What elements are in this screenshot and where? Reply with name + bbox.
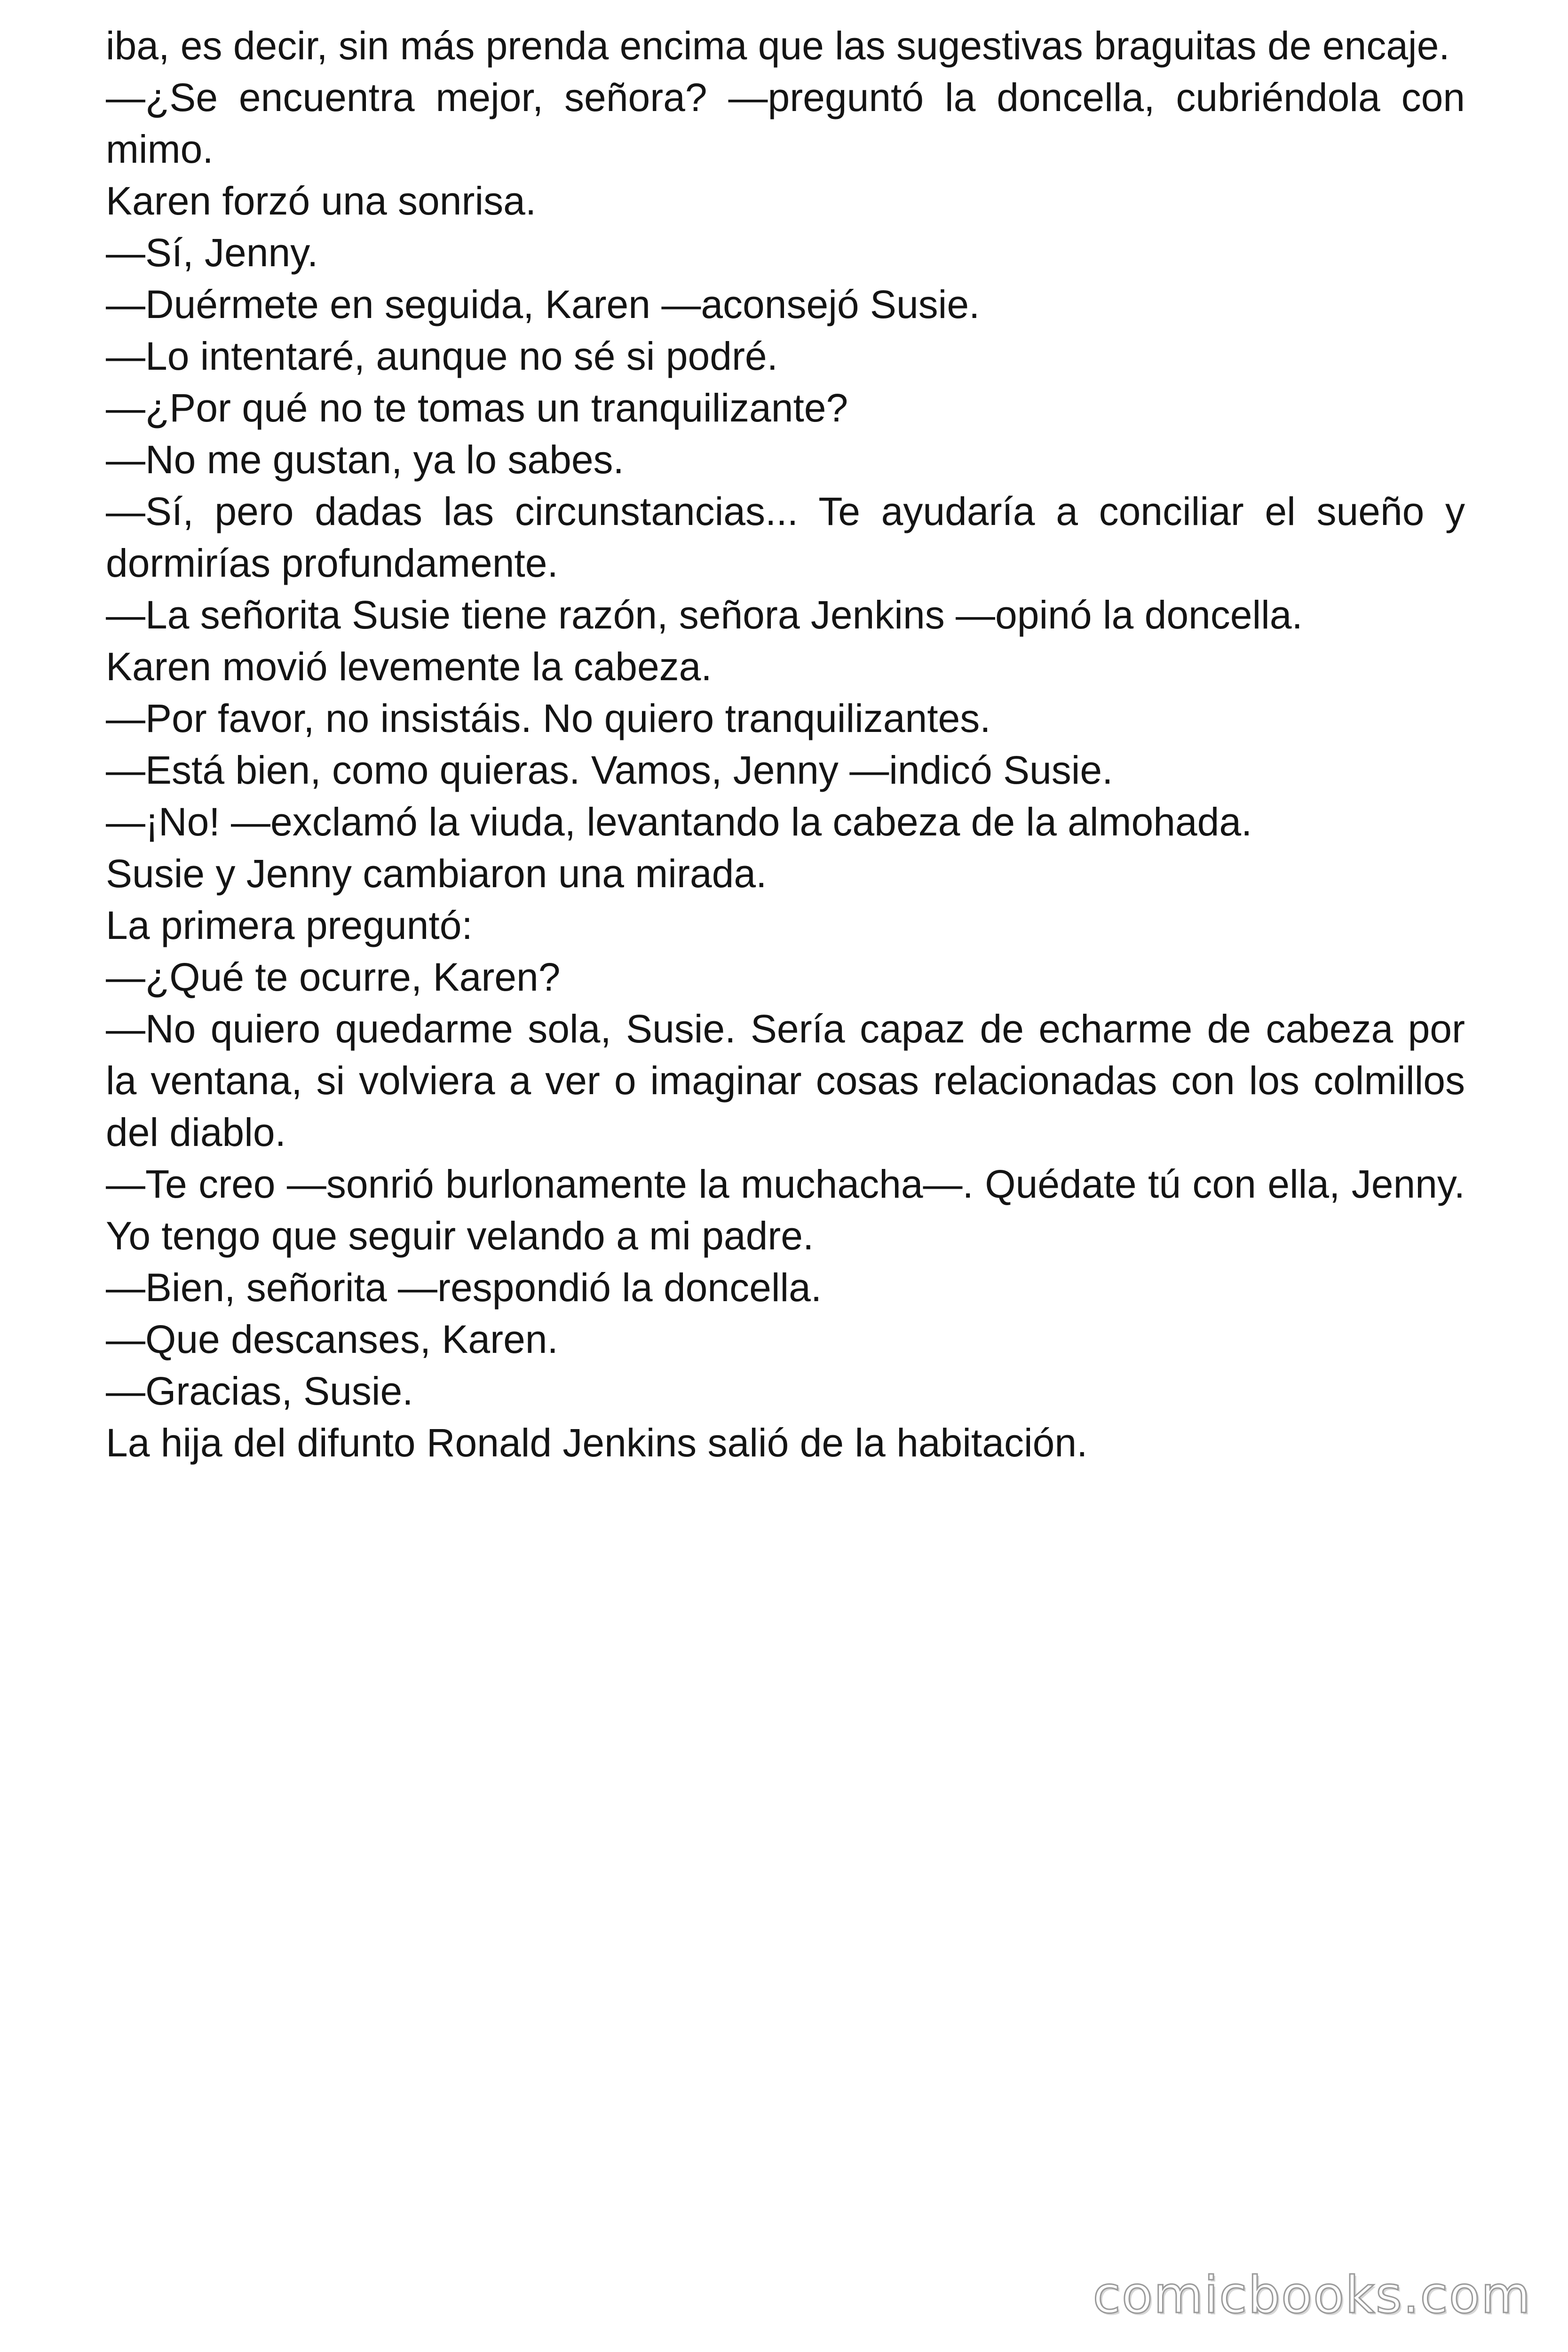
paragraph: —Gracias, Susie. — [106, 1369, 413, 1413]
paragraph: Karen forzó una sonrisa. — [106, 179, 537, 223]
paragraph: —Te creo —sonrió burlonamente la muchacha—. Quédate tú con ella, Jenny. Yo tengo que seguir velando a mi padre. — [106, 1162, 1465, 1258]
paragraph: —Por favor, no insistáis. No quiero tranquilizantes. — [106, 696, 991, 740]
paragraph: —¿Se encuentra mejor, señora? —preguntó la doncella, cubriéndola con mimo. — [106, 75, 1465, 171]
paragraph: Karen movió levemente la cabeza. — [106, 644, 712, 689]
paragraph: —La señorita Susie tiene razón, señora Jenkins —opinó la doncella. — [106, 593, 1303, 637]
paragraph: —No quiero quedarme sola, Susie. Sería capaz de echarme de cabeza por la ventana, si volviera a ver o imaginar cosas relacionadas con los colmillos del diablo. — [106, 1007, 1465, 1154]
paragraph: —No me gustan, ya lo sabes. — [106, 437, 624, 482]
paragraph: La hija del difunto Ronald Jenkins salió de la habitación. — [106, 1421, 1088, 1465]
paragraph: —¡No! —exclamó la viuda, levantando la cabeza de la almohada. — [106, 800, 1252, 844]
watermark-logo: comicbooks.com — [1093, 2266, 1531, 2325]
paragraph: —¿Por qué no te tomas un tranquilizante? — [106, 386, 848, 430]
paragraph: Susie y Jenny cambiaron una mirada. — [106, 851, 767, 896]
paragraph: iba, es decir, sin más prenda encima que las sugestivas braguitas de encaje. — [106, 24, 1450, 68]
paragraph: —Bien, señorita —respondió la doncella. — [106, 1265, 822, 1310]
paragraph: —Lo intentaré, aunque no sé si podré. — [106, 334, 778, 378]
page-body — [106, 20, 1465, 1469]
paragraph: La primera preguntó: — [106, 903, 473, 947]
paragraph: —¿Qué te ocurre, Karen? — [106, 955, 561, 999]
paragraph: —Sí, pero dadas las circunstancias... Te ayudaría a conciliar el sueño y dormirías profundamente. — [106, 489, 1465, 585]
paragraph: —Duérmete en seguida, Karen —aconsejó Susie. — [106, 282, 980, 326]
paragraph: —Está bien, como quieras. Vamos, Jenny —indicó Susie. — [106, 748, 1113, 792]
paragraph: —Sí, Jenny. — [106, 230, 318, 275]
paragraph: —Que descanses, Karen. — [106, 1317, 558, 1361]
